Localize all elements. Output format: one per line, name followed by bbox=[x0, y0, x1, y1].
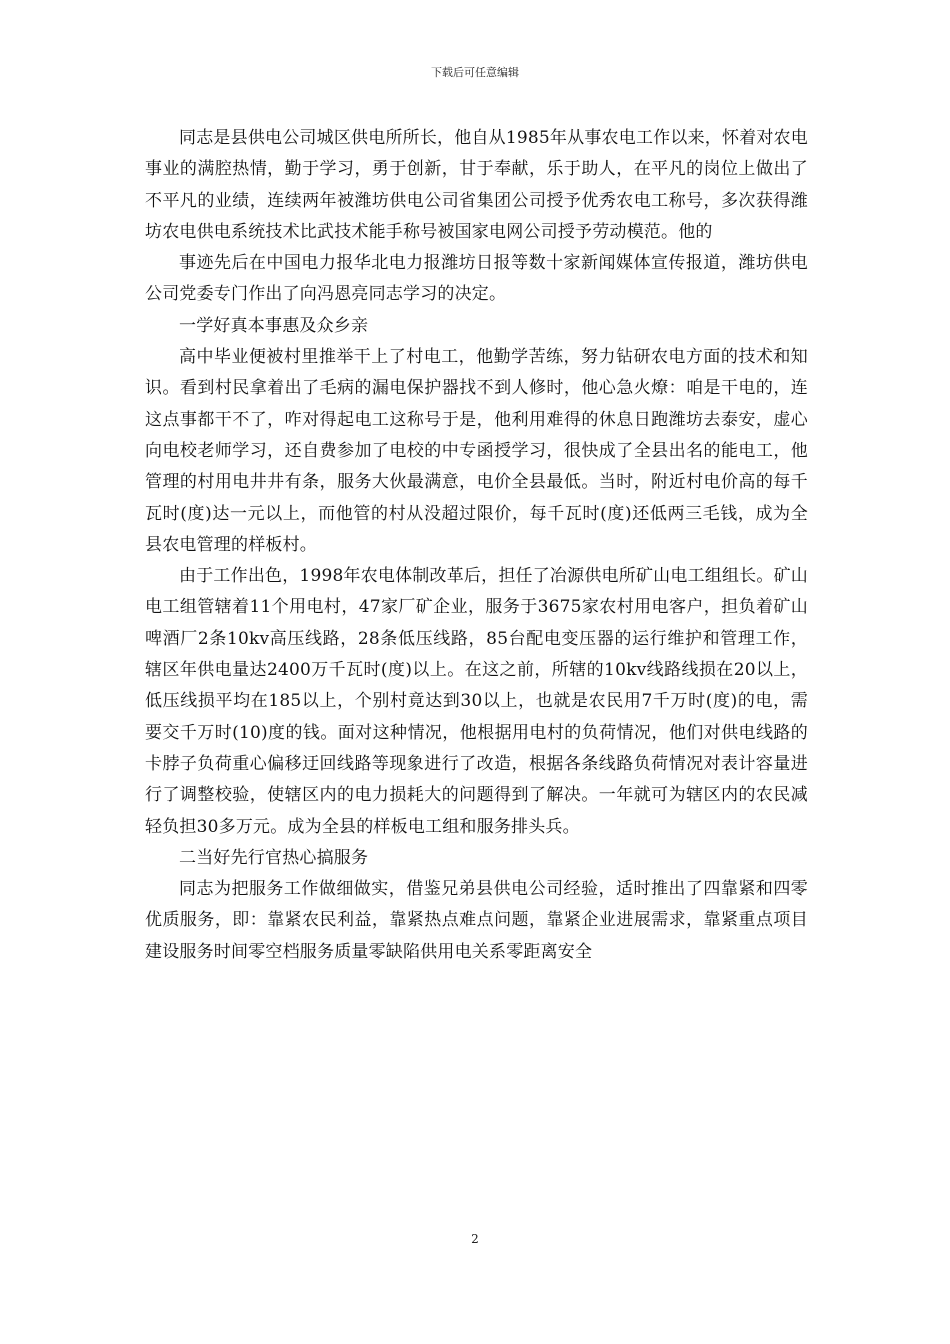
paragraph-intro: 同志是县供电公司城区供电所所长，他自从1985年从事农电工作以来，怀着对农电事业的满腔热情，勤于学习，勇于创新，甘于奉献，乐于助人，在平凡的岗位上做出了不平凡的业绩，连续两年被潍坊供电公司省集团公司授予优秀农电工称号，多次获得潍坊农电供电系统技术比武技术能手称号被国家电网公司授予劳动模范。他的 bbox=[145, 128, 808, 242]
document-body bbox=[145, 123, 808, 968]
paragraph-mine-team: 由于工作出色，1998年农电体制改革后，担任了冶源供电所矿山电工组组长。矿山电工组管辖着11个用电村，47家厂矿企业，服务于3675家农村用电客户，担负着矿山啤酒厂2条10kv高压线路，28条低压线路，85台配电变压器的运行维护和管理工作，辖区年供电量达2400万千瓦时(度)以上。在这之前，所辖的10kv线路线损在20以上，低压线损平均在185以上，个别村竟达到30以上，也就是农民用7千万时(度)的电，需要交千万时(10)度的钱。面对这种情况，他根据用电村的负荷情况，他们对供电线路的卡脖子负荷重心偏移迂回线路等现象进行了改造，根据各条线路负荷情况对表计容量进行了调整校验，使辖区内的电力损耗大的问题得到了解决。一年就可为辖区内的农民减轻负担30多万元。成为全县的样板电工组和服务排头兵。 bbox=[145, 566, 808, 837]
page-number: 2 bbox=[471, 1232, 479, 1246]
page-header: 下载后可任意编辑 bbox=[431, 66, 519, 79]
section-heading-1: 一学好真本事惠及众乡亲 bbox=[179, 315, 369, 336]
section-heading-2: 二当好先行官热心搞服务 bbox=[179, 847, 369, 868]
paragraph-deeds: 事迹先后在中国电力报华北电力报潍坊日报等数十家新闻媒体宣传报道，潍坊供电公司党委专门作出了向冯恩亮同志学习的决定。 bbox=[145, 253, 808, 305]
paragraph-service: 同志为把服务工作做细做实，借鉴兄弟县供电公司经验，适时推出了四靠紧和四零优质服务，即：靠紧农民利益，靠紧热点难点问题，靠紧企业进展需求，靠紧重点项目建设服务时间零空档服务质量零缺陷供用电关系零距离安全 bbox=[145, 879, 808, 962]
paragraph-village-electrician: 高中毕业便被村里推举干上了村电工，他勤学苦练，努力钻研农电方面的技术和知识。看到村民拿着出了毛病的漏电保护器找不到人修时，他心急火燎：咱是干电的，连这点事都干不了，咋对得起电工这称号于是，他利用难得的休息日跑潍坊去泰安，虚心向电校老师学习，还自费参加了电校的中专函授学习，很快成了全县出名的能电工，他管理的村用电井井有条，服务大伙最满意，电价全县最低。当时，附近村电价高的每千瓦时(度)达一元以上，而他管的村从没超过限价，每千瓦时(度)还低两三毛钱，成为全县农电管理的样板村。 bbox=[145, 347, 808, 555]
